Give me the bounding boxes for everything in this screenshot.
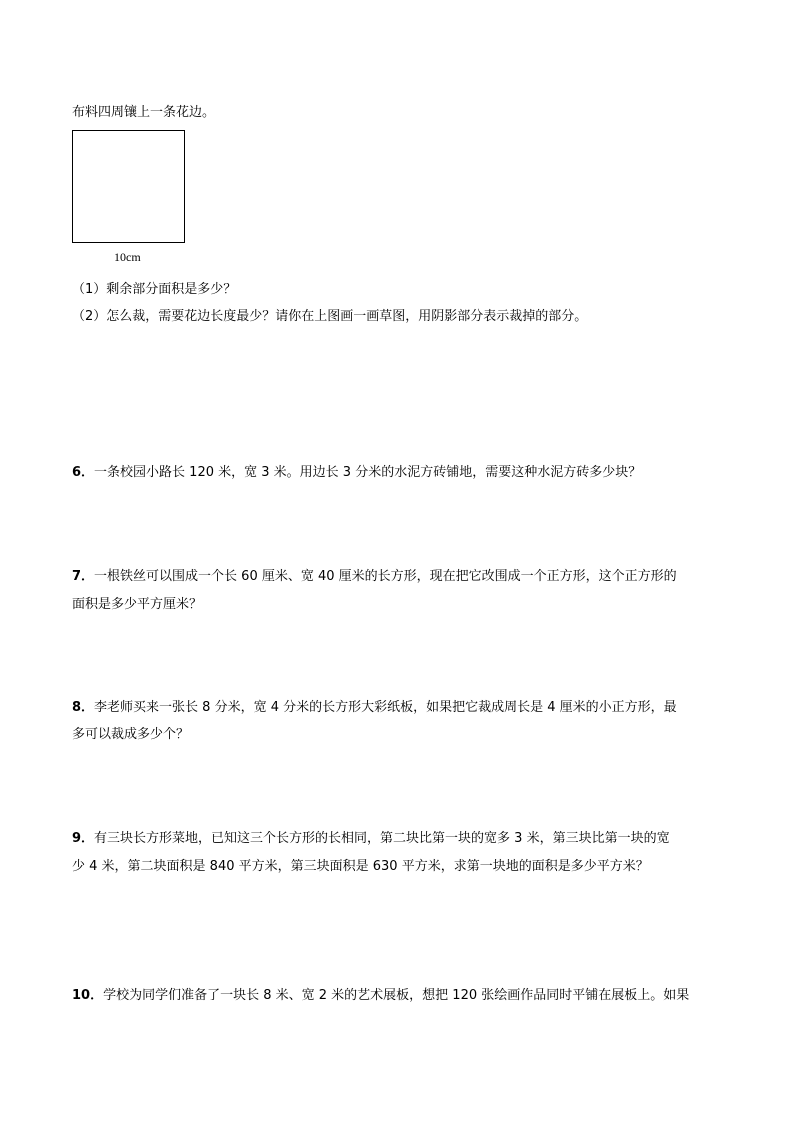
figure-caption: 10cm [114, 250, 141, 264]
question-text: 学校为同学们准备了一块长 8 米、宽 2 米的艺术展板，想把 120 张绘画作品同时平铺在展板上。如果 [103, 988, 690, 1003]
question-9-continued: 少 4 米，第二块面积是 840 平方米，第三块面积是 630 平方米，求第一块地的面积是多少平方米？ [72, 859, 649, 874]
question-number: 10． [72, 988, 104, 1003]
question-text: 一根铁丝可以围成一个长 60 厘米、宽 40 厘米的长方形，现在把它改围成一个正方形，这个正方形的 [94, 569, 677, 584]
question-number: 8． [72, 700, 95, 715]
question-6 [72, 465, 641, 481]
question-7-continued: 面积是多少平方厘米？ [72, 597, 203, 612]
question-text: 一条校园小路长 120 米，宽 3 米。用边长 3 分米的水泥方砖铺地，需要这种水泥方砖多少块？ [94, 465, 642, 480]
question-9 [72, 831, 670, 847]
question-number: 9． [72, 831, 95, 846]
question-text: 李老师买来一张长 8 分米，宽 4 分米的长方形大彩纸板，如果把它裁成周长是 4 厘米的小正方形，最 [94, 700, 677, 715]
question-number: 6． [72, 465, 95, 480]
question-8-continued: 多可以裁成多少个？ [72, 727, 190, 742]
question-text: 有三块长方形菜地，已知这三个长方形的长相同，第二块比第一块的宽多 3 米，第三块比第一块的宽 [94, 831, 670, 846]
question-number: 7． [72, 569, 95, 584]
question-8 [72, 700, 677, 716]
sub-question-2: （2）怎么裁，需要花边长度最少？请你在上图画一画草图，用阴影部分表示裁掉的部分。 [72, 309, 588, 324]
intro-line: 布料四周镶上一条花边。 [72, 105, 216, 120]
question-7 [72, 569, 677, 585]
sub-question-1: （1）剩余部分面积是多少？ [72, 282, 237, 297]
square-figure [72, 130, 185, 243]
question-10 [72, 988, 689, 1004]
